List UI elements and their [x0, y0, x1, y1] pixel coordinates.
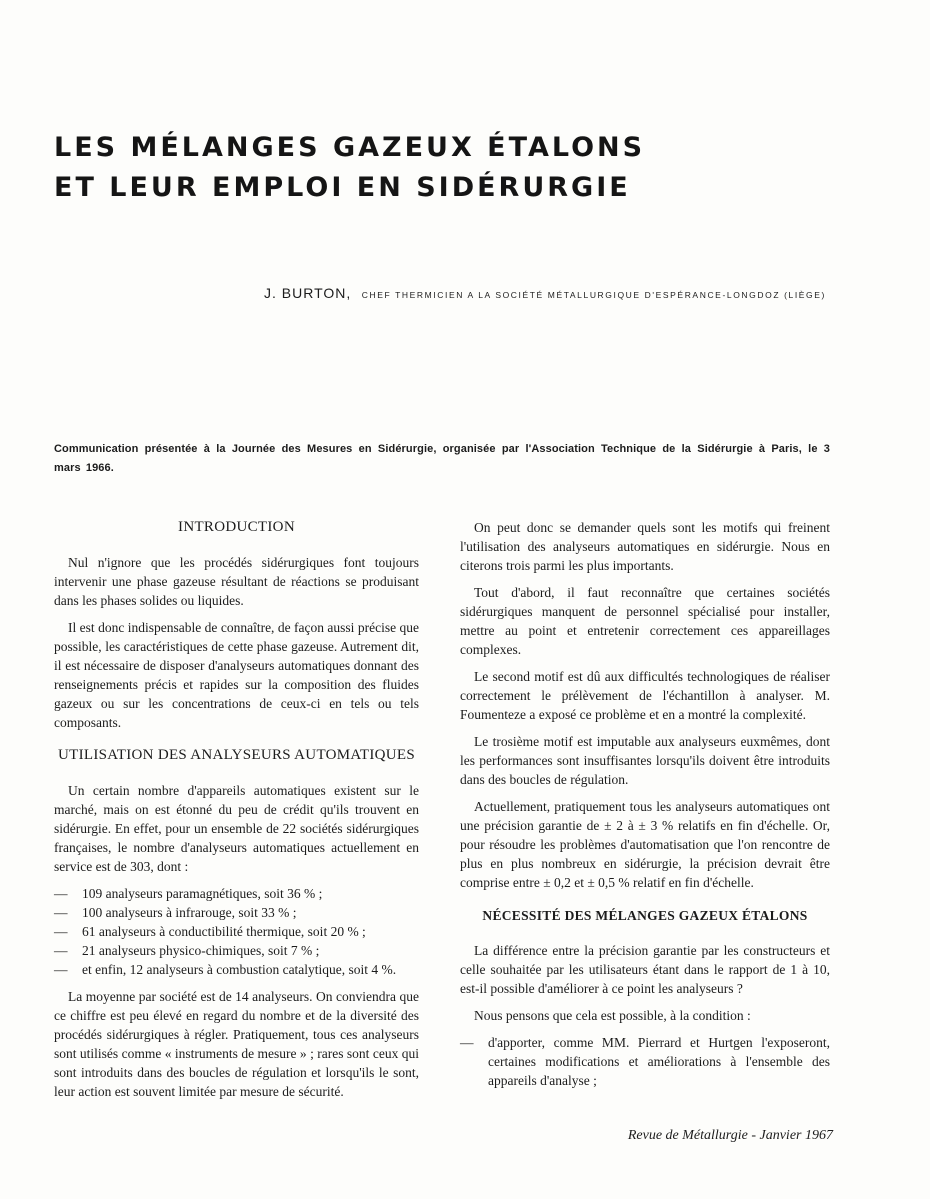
body-paragraph: Actuellement, pratiquement tous les analyseurs automatiques ont une précision garantie de ± 2 à ± 3 % relatifs en fin d'échelle. Or, pour résoudre les problèmes d'automatisation que l'on rencontre de plus en plus nombreux en sidérurgie, la précision devrait être comprise entre ± 0,2 et ± 0,5 % relatif en fin d'échelle.	[460, 799, 830, 890]
title-line-2: ET LEUR EMPLOI EN SIDÉRURGIE	[54, 172, 631, 203]
list-item: — d'apporter, comme MM. Pierrard et Hurtgen l'exposeront, certaines modifications et améliorations à l'ensemble des appareils d'analyse ;	[460, 1035, 830, 1088]
condition-list	[460, 1033, 830, 1090]
list-item: — et enfin, 12 analyseurs à combustion catalytique, soit 4 %.	[54, 962, 397, 977]
communication-note: Communication présentée à la Journée des Mesures en Sidérurgie, organisée par l'Association Technique de la Sidérurgie à Paris, le 3 mars 1966.	[54, 443, 830, 474]
left-column	[54, 518, 419, 1109]
intro-paragraph: Nul n'ignore que les procédés sidérurgiques font toujours intervenir une phase gazeuse résultant de réactions se produisant dans les phases solides ou liquides.	[54, 555, 419, 608]
intro-paragraph: Il est donc indispensable de connaître, de façon aussi précise que possible, les caractéristiques de cette phase gazeuse. Autrement dit, il est nécessaire de disposer d'analyseurs automatiques donnant des renseignements précis et rapides sur la composition des fluides gazeux ou sur les concentrations de ceux-ci en tels ou tels composants.	[54, 620, 419, 730]
utilisation-heading: UTILISATION DES ANALYSEURS AUTOMATIQUES	[57, 747, 415, 763]
list-item: — 21 analyseurs physico-chimiques, soit 7 % ;	[54, 943, 320, 958]
utilisation-paragraph: Un certain nombre d'appareils automatiques existent sur le marché, mais on est étonné du peu de crédit qu'ils trouvent en sidérurgie. En effet, pour un ensemble de 22 sociétés sidérurgiques françaises, le nombre d'analyseurs automatiques actuellement en service est de 303, dont :	[54, 783, 419, 874]
body-paragraph: Le trosième motif est imputable aux analyseurs euxmêmes, dont les performances sont insuffisantes lorsqu'ils doivent être introduits dans des boucles de régulation.	[460, 734, 830, 787]
body-paragraph: Tout d'abord, il faut reconnaître que certaines sociétés sidérurgiques manquent de personnel spécialisé pour installer, mettre au point et entretenir correctement ces appareillages complexes.	[460, 585, 830, 657]
right-column	[460, 518, 830, 1098]
body-paragraph: Le second motif est dû aux difficultés technologiques de réaliser correctement le prélèvement de l'échantillon à analyser. M. Foumenteze a exposé ce problème et en a montré la complexité.	[460, 669, 830, 722]
author-name: J. BURTON,	[264, 285, 352, 301]
necessite-paragraph: Nous pensons que cela est possible, à la condition :	[474, 1008, 751, 1023]
body-paragraph: On peut donc se demander quels sont les motifs qui freinent l'utilisation des analyseurs automatiques en sidérurgie. Nous en citerons trois parmi les plus importants.	[460, 520, 830, 573]
necessite-heading: NÉCESSITÉ DES MÉLANGES GAZEUX ÉTALONS	[482, 908, 808, 923]
introduction-heading: INTRODUCTION	[178, 519, 295, 535]
journal-footer: Revue de Métallurgie - Janvier 1967	[627, 1128, 833, 1143]
list-item: — 61 analyseurs à conductibilité thermique, soit 20 % ;	[54, 924, 366, 939]
utilisation-paragraph: La moyenne par société est de 14 analyseurs. On conviendra que ce chiffre est peu élevé en regard du nombre et de la diversité des procédés sidérurgiques à régler. Pratiquement, tous ces analyseurs sont utilisés comme « instruments de mesure » ; rares sont ceux qui sont introduits dans des boucles de régulation et lorsqu'ils le sont, leur action est souvent limitée par mesure de sécurité.	[54, 989, 419, 1099]
article-title	[54, 128, 874, 208]
list-item: — 100 analyseurs à infrarouge, soit 33 % ;	[54, 905, 297, 920]
author-affiliation: CHEF THERMICIEN A LA SOCIÉTÉ MÉTALLURGIQUE D'ESPÉRANCE-LONGDOZ (LIÈGE)	[361, 290, 826, 300]
necessite-paragraph: La différence entre la précision garantie par les constructeurs et celle souhaitée par les utilisateurs étant dans le rapport de 1 à 10, est-il possible d'améliorer à ce point les analyseurs ?	[460, 943, 830, 996]
analyser-list	[54, 884, 419, 979]
byline	[264, 285, 884, 303]
list-item: — 109 analyseurs paramagnétiques, soit 36 % ;	[54, 886, 323, 901]
title-line-1: LES MÉLANGES GAZEUX ÉTALONS	[54, 132, 646, 163]
